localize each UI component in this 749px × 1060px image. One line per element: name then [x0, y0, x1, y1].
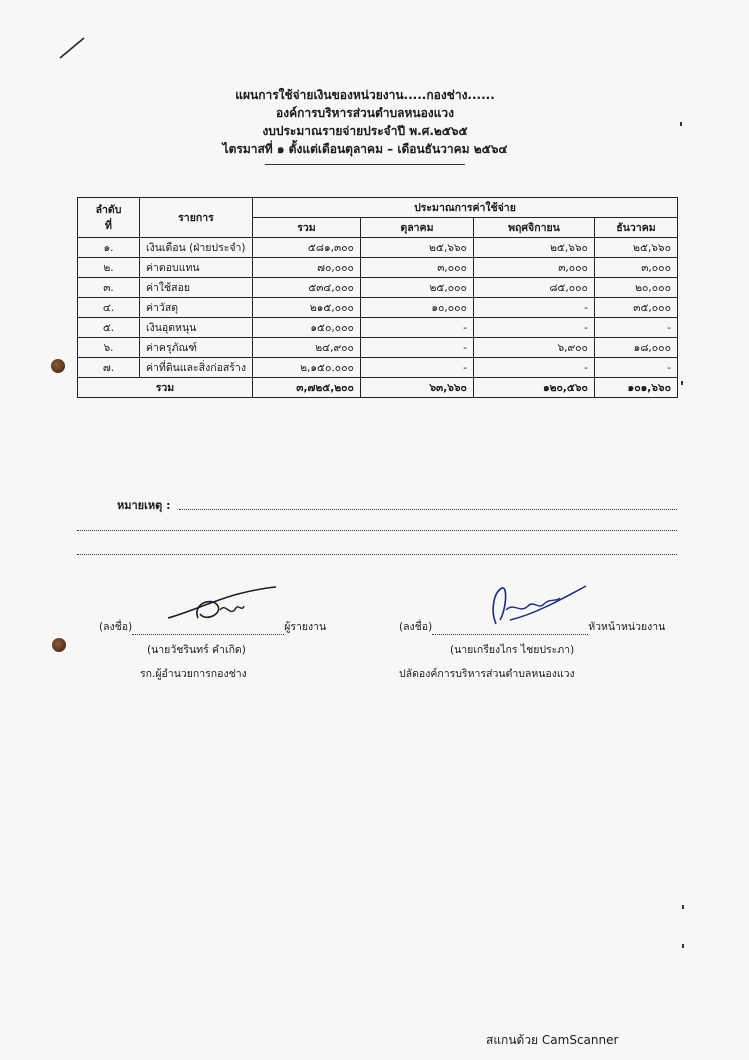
row-oct: ๒๕,๐๐๐ — [360, 278, 473, 298]
row-nov: ๒๕,๖๖๐ — [473, 238, 594, 258]
remarks-line-1 — [179, 509, 677, 510]
signature-dots-left — [132, 634, 284, 635]
row-item: ค่าใช้สอย — [140, 278, 253, 298]
row-oct: - — [360, 358, 473, 378]
row-number: ๓. — [78, 278, 140, 298]
head-role: หัวหน้าหน่วยงาน — [588, 621, 666, 633]
title-line-4: ไตรมาสที่ ๑ ตั้งแต่เดือนตุลาคม – เดือนธันวาคม ๒๕๖๔ — [222, 142, 508, 156]
scan-speck — [681, 381, 683, 385]
remarks-line-2 — [77, 530, 677, 531]
title-line-2: องค์การบริหารส่วนตำบลหนองแวง — [276, 106, 454, 120]
camscanner-watermark: สแกนด้วย CamScanner — [486, 1033, 619, 1047]
head-position: ปลัดองค์การบริหารส่วนตำบลหนองแวง — [399, 668, 575, 680]
sign-prefix-right: (ลงชื่อ) — [399, 621, 433, 633]
header-total: รวม — [252, 218, 360, 238]
row-oct: ๓,๐๐๐ — [360, 258, 473, 278]
row-oct: ๒๕,๖๖๐ — [360, 238, 473, 258]
row-item: ค่าตอบแทน — [140, 258, 253, 278]
signature-right — [480, 580, 590, 630]
table-row — [78, 318, 678, 338]
reporter-role: ผู้รายงาน — [284, 621, 327, 633]
total-sum: ๓,๗๒๕,๒๐๐ — [252, 378, 360, 398]
row-total: ๑๕๐,๐๐๐ — [252, 318, 360, 338]
header-no: ลำดับ ที่ — [78, 198, 140, 238]
row-number: ๕. — [78, 318, 140, 338]
row-total: ๗๐,๐๐๐ — [252, 258, 360, 278]
head-name: (นายเกรียงไกร ไชยประภา) — [450, 644, 575, 656]
total-dec: ๑๐๑,๖๖๐ — [594, 378, 677, 398]
signature-left — [160, 582, 280, 630]
row-dec: ๓,๐๐๐ — [594, 258, 677, 278]
row-number: ๗. — [78, 358, 140, 378]
row-dec: - — [594, 358, 677, 378]
budget-table — [77, 197, 678, 398]
signature-dots-right — [432, 634, 588, 635]
title-line-1: แผนการใช้จ่ายเงินของหน่วยงาน.....กองช่าง...... — [235, 88, 495, 102]
row-dec: ๑๘,๐๐๐ — [594, 338, 677, 358]
total-nov: ๑๒๐,๕๖๐ — [473, 378, 594, 398]
title-underline — [265, 164, 465, 165]
row-oct: - — [360, 338, 473, 358]
row-total: ๒,๑๕๐.๐๐๐ — [252, 358, 360, 378]
table-row — [78, 358, 678, 378]
header-budget-group: ประมาณการค่าใช้จ่าย — [252, 198, 677, 218]
header-dec: ธันวาคม — [594, 218, 677, 238]
row-dec: ๓๕,๐๐๐ — [594, 298, 677, 318]
row-total: ๒๔,๙๐๐ — [252, 338, 360, 358]
reporter-name: (นายวัชรินทร์ คำเกิด) — [147, 644, 246, 656]
punch-hole-top — [51, 359, 65, 373]
row-item: ค่าครุภัณฑ์ — [140, 338, 253, 358]
row-item: เงินเดือน (ฝ่ายประจำ) — [140, 238, 253, 258]
row-dec: - — [594, 318, 677, 338]
total-oct: ๖๓,๖๖๐ — [360, 378, 473, 398]
scan-speck — [682, 944, 684, 948]
row-oct: ๑๐,๐๐๐ — [360, 298, 473, 318]
table-row — [78, 238, 678, 258]
table-row — [78, 278, 678, 298]
row-number: ๖. — [78, 338, 140, 358]
row-item: เงินอุดหนุน — [140, 318, 253, 338]
scan-speck — [680, 122, 682, 126]
table-row — [78, 298, 678, 318]
document-title — [150, 86, 580, 165]
row-nov: - — [473, 358, 594, 378]
punch-hole-bottom — [52, 638, 66, 652]
row-nov: ๓,๐๐๐ — [473, 258, 594, 278]
row-total: ๒๑๕,๐๐๐ — [252, 298, 360, 318]
row-total: ๕๓๔,๐๐๐ — [252, 278, 360, 298]
remarks-label: หมายเหตุ : — [117, 499, 171, 512]
row-number: ๔. — [78, 298, 140, 318]
sign-prefix-left: (ลงชื่อ) — [99, 621, 133, 633]
row-number: ๒. — [78, 258, 140, 278]
header-item: รายการ — [140, 198, 253, 238]
table-row — [78, 258, 678, 278]
scan-speck — [682, 905, 684, 909]
table-row — [78, 338, 678, 358]
row-nov: - — [473, 318, 594, 338]
row-dec: ๒๕,๖๖๐ — [594, 238, 677, 258]
header-nov: พฤศจิกายน — [473, 218, 594, 238]
row-item: ค่าที่ดินและสิ่งก่อสร้าง — [140, 358, 253, 378]
total-row — [78, 378, 678, 398]
row-number: ๑. — [78, 238, 140, 258]
reporter-position: รก.ผู้อำนวยการกองช่าง — [140, 668, 247, 680]
row-nov: ๘๕,๐๐๐ — [473, 278, 594, 298]
title-line-3: งบประมาณรายจ่ายประจำปี พ.ศ.๒๕๖๕ — [262, 124, 468, 138]
header-oct: ตุลาคม — [360, 218, 473, 238]
pen-mark — [58, 36, 88, 60]
total-label: รวม — [78, 378, 253, 398]
row-nov: ๖,๙๐๐ — [473, 338, 594, 358]
row-oct: - — [360, 318, 473, 338]
row-total: ๕๘๑,๓๐๐ — [252, 238, 360, 258]
row-item: ค่าวัสดุ — [140, 298, 253, 318]
row-nov: - — [473, 298, 594, 318]
row-dec: ๒๐,๐๐๐ — [594, 278, 677, 298]
remarks-line-3 — [77, 554, 677, 555]
